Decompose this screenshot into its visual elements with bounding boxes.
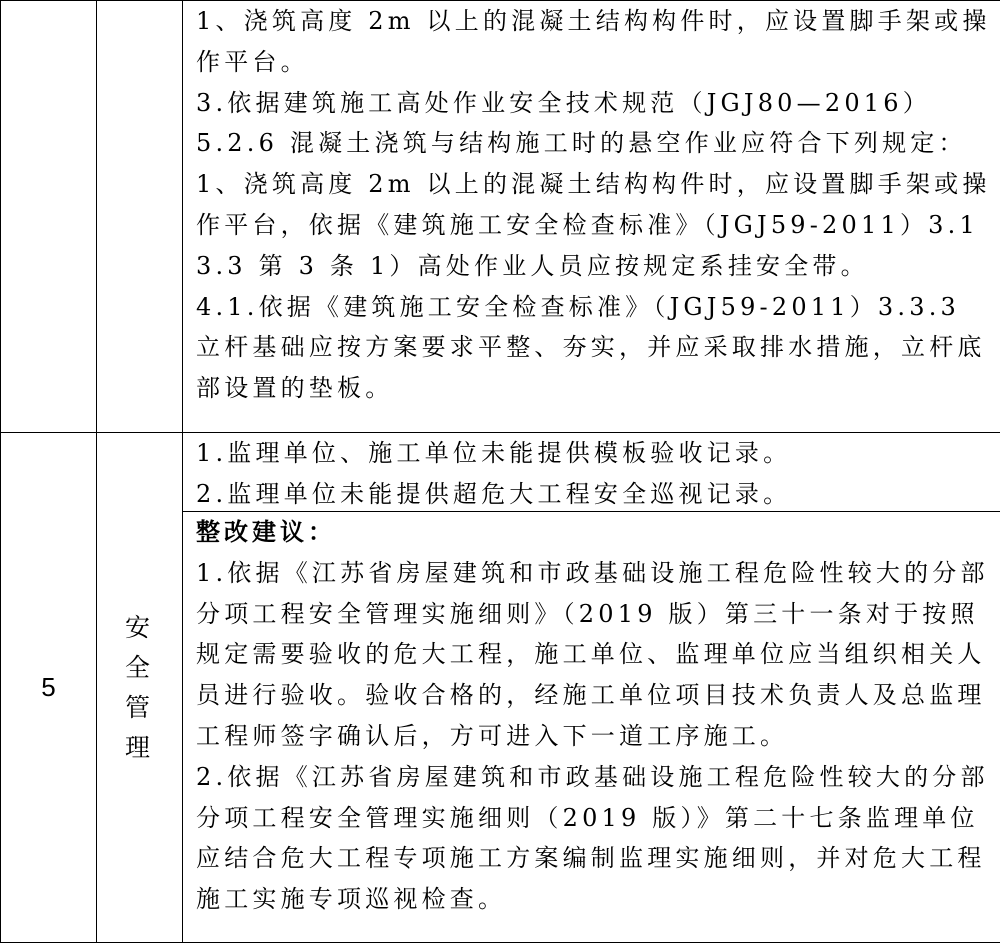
suggestion-item: 2.依据《江苏省房屋建筑和市政基础设施工程危险性较大的分部分项工程安全管理实施细则（2019 版）》第二十七条监理单位应结合危大工程专项施工方案编制监理实施细则，并对危大工程施工实施专项巡视检查。 bbox=[196, 757, 1000, 920]
suggestions-section bbox=[196, 512, 1000, 920]
content-paragraph: 5.2.6 混凝土浇筑与结构施工时的悬空作业应符合下列规定： bbox=[196, 123, 1000, 164]
table-row bbox=[1, 1, 1000, 433]
suggestion-heading: 整改建议： bbox=[196, 512, 1000, 553]
row-content-cell bbox=[183, 433, 1000, 943]
table-row bbox=[1, 433, 1000, 943]
category-label: 安全管理 bbox=[112, 608, 168, 768]
row-category-cell bbox=[97, 1, 183, 433]
content-paragraph: 1、浇筑高度 2m 以上的混凝土结构构件时，应设置脚手架或操作平台，依据《建筑施工安全检查标准》（JGJ59-2011）3.13.3 第 3 条 1）高处作业人员应按规定系挂安全带。 bbox=[196, 164, 1000, 286]
row-category-cell bbox=[97, 433, 183, 943]
content-paragraph: 4.1.依据《建筑施工安全检查标准》（JGJ59-2011）3.3.3 立杆基础应按方案要求平整、夯实，并应采取排水措施，立杆底部设置的垫板。 bbox=[196, 287, 1000, 409]
row-number-cell bbox=[1, 1, 97, 433]
problem-item: 1.监理单位、施工单位未能提供模板验收记录。 bbox=[196, 433, 1000, 474]
suggestion-item: 1.依据《江苏省房屋建筑和市政基础设施工程危险性较大的分部分项工程安全管理实施细则》（2019 版）第三十一条对于按照规定需要验收的危大工程，施工单位、监理单位应当组织相关人员进行验收。验收合格的，经施工单位项目技术负责人及总监理工程师签字确认后，方可进入下一道工序施工。 bbox=[196, 553, 1000, 757]
content-paragraph: 1、浇筑高度 2m 以上的混凝土结构构件时，应设置脚手架或操作平台。 bbox=[196, 1, 1000, 83]
row-number-cell: 5 bbox=[1, 433, 97, 943]
content-paragraph: 3.依据建筑施工高处作业安全技术规范（JGJ80—2016） bbox=[196, 83, 1000, 124]
row-content-cell bbox=[183, 1, 1000, 433]
problems-section bbox=[183, 433, 1000, 512]
problem-item: 2.监理单位未能提供超危大工程安全巡视记录。 bbox=[196, 474, 1000, 515]
